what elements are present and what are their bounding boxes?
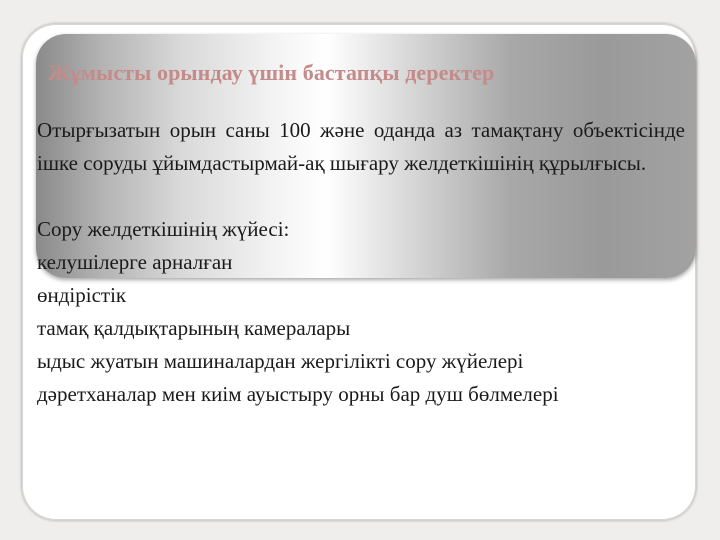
slide-title: Жұмысты орындау үшін бастапқы деректер [48, 60, 495, 85]
list-item: өндірістік [37, 283, 127, 307]
spacer [37, 180, 685, 213]
list-item: ыдыс жуатын машиналардан жергілікті сору жүйелері [37, 349, 524, 373]
list-item: тамақ қалдықтарының камералары [37, 316, 351, 340]
intro-paragraph: Отырғызатын орын саны 100 және оданда аз тамақтану объектісінде ішке соруды ұйымдастырмай-ақ шығару желдеткішінің құрылғысы. [37, 118, 685, 175]
list-item: келушілерге арналған [37, 250, 233, 274]
slide-content [37, 114, 685, 411]
list-heading: Сору желдеткішінің жүйесі: [37, 217, 290, 241]
list-item: дәретханалар мен киім ауыстыру орны бар душ бөлмелері [37, 382, 559, 406]
